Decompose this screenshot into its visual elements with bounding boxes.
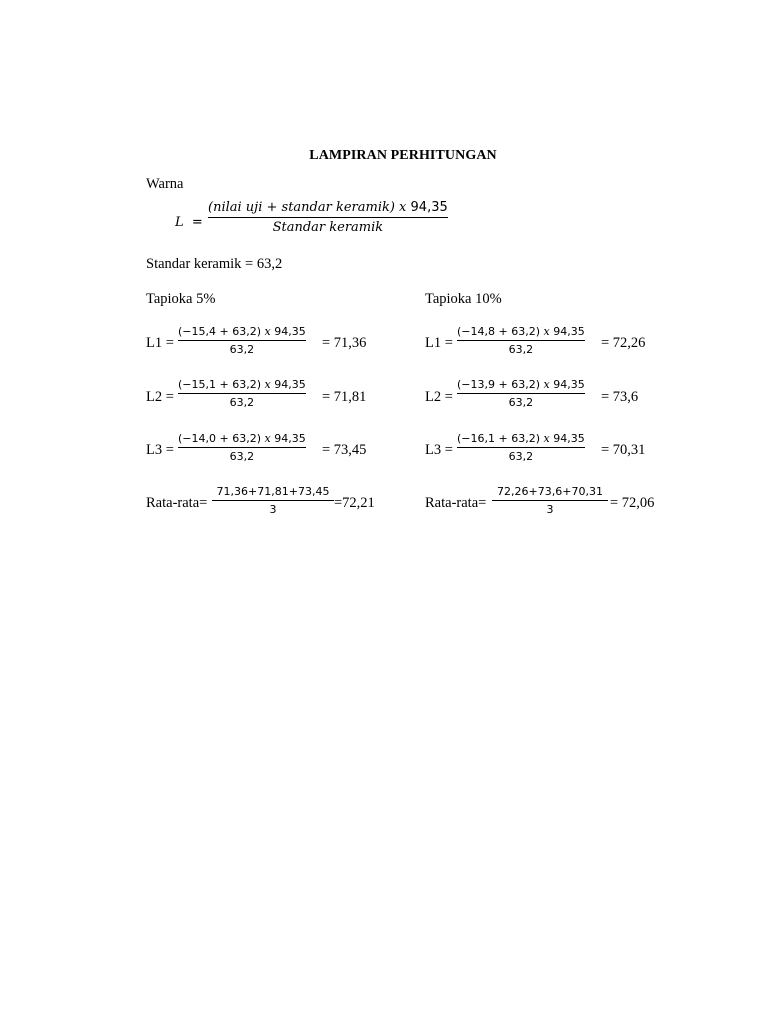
row-label: L3 = [146, 442, 174, 458]
calc-result: = 70,31 [601, 442, 646, 458]
row-label: L2 = [146, 389, 174, 405]
column-heading-tapioka-10: Tapioka 10% [425, 291, 502, 307]
formula-fraction-bar [208, 217, 448, 218]
standard-value-line: Standar keramik = 63,2 [146, 256, 283, 272]
formula-numerator: (nilai uji + standar keramik) x 94,35 [208, 200, 448, 215]
formula-lhs: L = [175, 215, 203, 230]
calc-result: = 72,26 [601, 335, 646, 351]
formula-denominator: Standar keramik [272, 220, 384, 235]
formula-fraction [208, 201, 448, 234]
average-fraction: 71,36+71,81+73,45 3 [212, 486, 334, 515]
calc-fraction: (−13,9 + 63,2) x 94,35 63,2 [457, 378, 585, 409]
row-label: L1 = [425, 335, 453, 351]
average-label: Rata-rata= [146, 495, 208, 511]
average-result: = 72,06 [610, 495, 655, 511]
calc-result: = 73,6 [601, 389, 639, 405]
calc-result: = 71,36 [322, 335, 367, 351]
section-label: Warna [146, 176, 184, 192]
row-label: L1 = [146, 335, 174, 351]
column-heading-tapioka-5: Tapioka 5% [146, 291, 216, 307]
calc-fraction: (−14,8 + 63,2) x 94,35 63,2 [457, 325, 585, 356]
calc-fraction: (−16,1 + 63,2) x 94,35 63,2 [457, 432, 585, 463]
page-title: LAMPIRAN PERHITUNGAN [309, 148, 497, 163]
calc-fraction: (−14,0 + 63,2) x 94,35 63,2 [178, 432, 306, 463]
row-label: L2 = [425, 389, 453, 405]
calc-fraction: (−15,1 + 63,2) x 94,35 63,2 [178, 378, 306, 409]
calc-result: = 71,81 [322, 389, 367, 405]
average-label: Rata-rata= [425, 495, 487, 511]
row-label: L3 = [425, 442, 453, 458]
calc-fraction: (−15,4 + 63,2) x 94,35 63,2 [178, 325, 306, 356]
calc-result: = 73,45 [322, 442, 367, 458]
average-fraction: 72,26+73,6+70,31 3 [492, 486, 608, 515]
average-result: =72,21 [334, 495, 375, 511]
